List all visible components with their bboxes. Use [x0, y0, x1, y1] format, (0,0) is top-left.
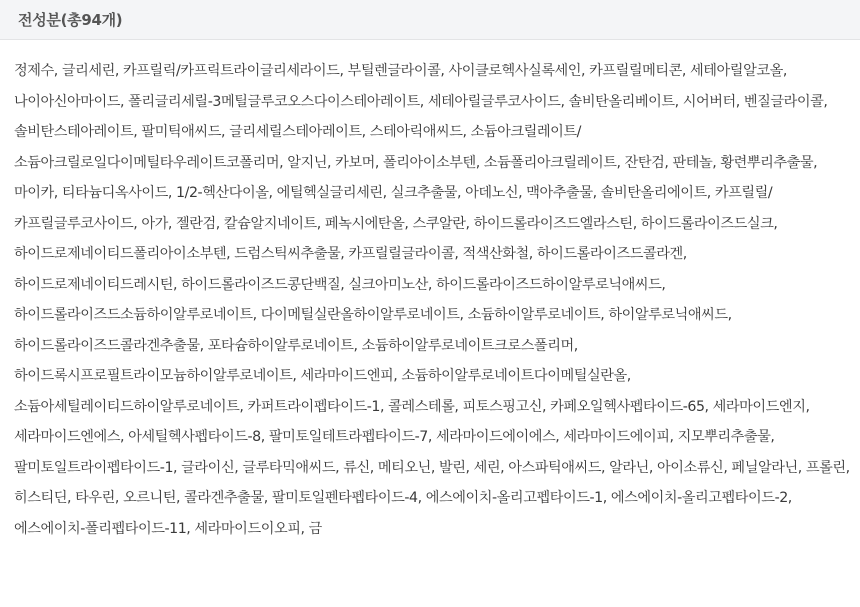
panel-title: 전성분(총94개)	[18, 11, 123, 29]
ingredients-list-text: 정제수, 글리세린, 카프릴릭/카프릭트라이글리세라이드, 부틸렌글라이콜, 사이클로헥사실록세인, 카프릴릴메티콘, 세테아릴알코올, 나이아신아마이드, 폴리글리세릴-3메틸글루코오스다이스테아레이트, 세테아릴글루코사이드, 솔비탄올리베이트, 시어버터, 벤질글라이콜, 솔비탄스테아레이트, 팔미틱애씨드, 글리세릴스테아레이트, 스테아릭애씨드, 소듐아크릴레이트/소듐아크릴로일다이메틸타우레이트코폴리머, 알지닌, 카보머, 폴리아이소부텐, 소듐폴리아크릴레이트, 잔탄검, 판테놀, 황련뿌리추출물, 마이카, 티타늄디옥사이드, 1/2-헥산다이올, 에틸헥실글리세린, 실크추출물, 아데노신, 맥아추출물, 솔비탄올리에이트, 카프릴릴/카프릴글루코사이드, 아가, 젤란검, 칼슘알지네이트, 페녹시에탄올, 스쿠알란, 하이드롤라이즈드엘라스틴, 하이드롤라이즈드실크, 하이드로제네이티드폴리아이소부텐, 드럼스틱씨추출물, 카프릴릴글라이콜, 적색산화철, 하이드롤라이즈드콜라겐, 하이드로제네이티드레시틴, 하이드롤라이즈드콩단백질, 실크아미노산, 하이드롤라이즈드하이알루로닉애씨드, 하이드롤라이즈드소듐하이알루로네이트, 다이메틸실란올하이알루로네이트, 소듐하이알루로네이트, 하이알루로닉애씨드, 하이드롤라이즈드콜라겐추출물, 포타슘하이알루로네이트, 소듐하이알루로네이트크로스폴리머, 하이드록시프로필트라이모늄하이알루로네이트, 세라마이드엔피, 소듐하이알루로네이트다이메틸실란올, 소듐아세틸레이티드하이알루로네이트, 카퍼트라이펩타이드-1, 콜레스테롤, 피토스핑고신, 카페오일헥사펩타이드-65, 세라마이드엔지, 세라마이드엔에스, 아세틸헥사펩타이드-8, 팔미토일테트라펩타이드-7, 세라마이드에이에스, 세라마이드에이피, 지모뿌리추출물, 팔미토일트라이펩타이드-1, 글라이신, 글루타믹애씨드, 류신, 메티오닌, 발린, 세린, 아스파틱애씨드, 알라닌, 아이소류신, 페닐알라닌, 프롤린, 히스티딘, 타우린, 오르니틴, 콜라겐추출물, 팔미토일펜타펩타이드-4, 에스에이치-올리고펩타이드-1, 에스에이치-올리고펩타이드-2, 에스에이치-폴리펩타이드-11, 세라마이드이오피, 금	[14, 63, 850, 537]
panel-content	[0, 40, 860, 544]
panel-header	[0, 0, 860, 40]
